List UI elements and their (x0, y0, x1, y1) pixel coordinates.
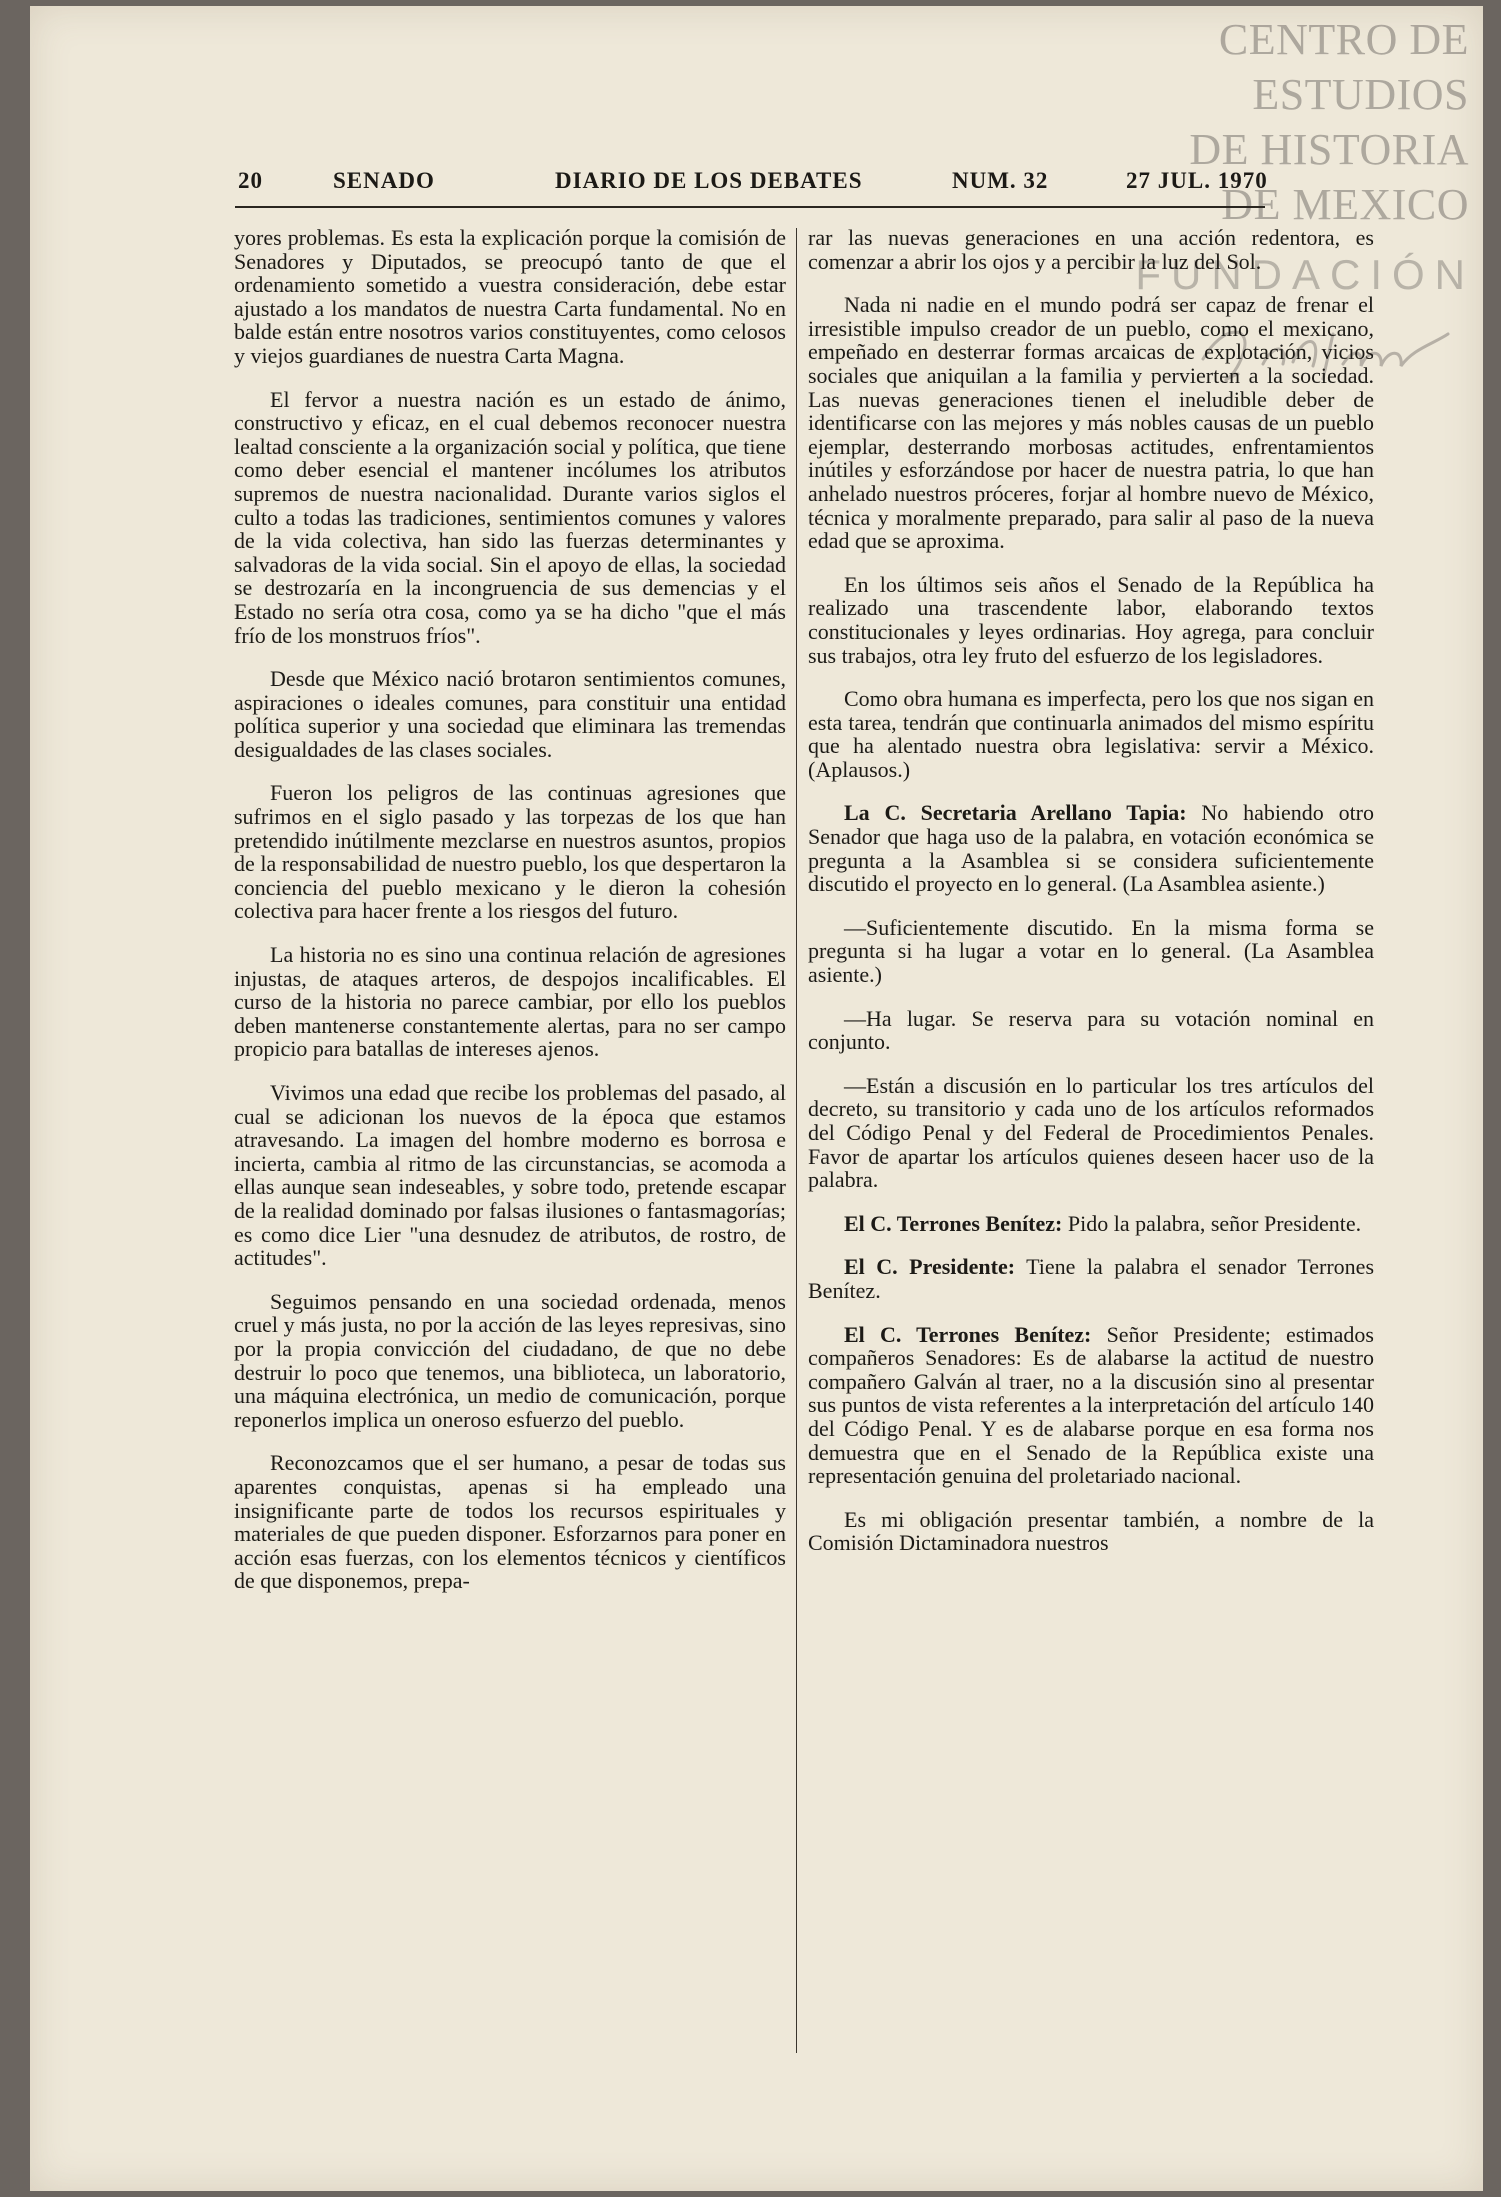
page-number: 20 (238, 168, 263, 193)
document-page (30, 6, 1483, 2191)
right-column (808, 226, 1374, 1575)
speaker-name: El C. Terrones Benítez: (844, 1321, 1092, 1347)
speaker-name: La C. Secretaria Arellano Tapia: (844, 800, 1187, 826)
paragraph: —Ha lugar. Se reserva para su votación nominal en conjunto. (808, 1005, 1374, 1055)
paragraph: El fervor a nuestra nación es un estado de ánimo, constructivo y eficaz, en el cual debemos reconocer nuestra lealtad consciente a la organización social y política, que tiene como deber esencial el mantener incólumes los atributos supremos de nuestra nacionalidad. Durante varios siglos el culto a todas las tradiciones, sentimientos comunes y valores de la vida colectiva, han sido las fuerzas determinantes y salvadoras de la vida social. Sin el apoyo de ellas, la sociedad se destrozaría en la incongruencia de sus demencias y el Estado no sería otra cosa, como ya se ha dicho "que el más frío de los monstruos fríos". (234, 386, 786, 648)
speech-text: Tiene la palabra el senador Terrones Benítez. (808, 1254, 1375, 1303)
chamber-name: SENADO (333, 168, 435, 193)
watermark-line: DE MEXICO (1221, 180, 1469, 229)
paragraph: La historia no es sino una continua relación de agresiones injustas, de ataques arteros, de despojos incalificables. El curso de la historia no parece cambiar, por ello los pueblos deben mantenerse constantemente alertas, para no ser campo propicio para batallas de intereses ajenos. (234, 942, 786, 1062)
speaker-paragraph (808, 1323, 1374, 1488)
publication-title: DIARIO DE LOS DEBATES (555, 168, 863, 193)
paragraph: En los últimos seis años el Senado de la República ha realizado una trascendente labor, elaborando textos constitucionales y leyes ordinarias. Hoy agrega, para concluir sus trabajos, otra ley fruto del esfuerzo de los legisladores. (808, 571, 1374, 668)
watermark-line: ESTUDIOS (1252, 70, 1469, 119)
paragraph: rar las nuevas generaciones en una acción redentora, es comenzar a abrir los ojos y a percibir la luz del Sol. (808, 225, 1374, 274)
speaker-paragraph (808, 801, 1374, 895)
speaker-name: El C. Terrones Benítez: (844, 1210, 1063, 1236)
paragraph: Es mi obligación presentar también, a nombre de la Comisión Dictaminadora nuestros (808, 1506, 1374, 1556)
speaker-name: El C. Presidente: (844, 1254, 1016, 1280)
paragraph: Vivimos una edad que recibe los problemas del pasado, al cual se adicionan los nuevos de la época que estamos atravesando. La imagen del hombre moderno es borrosa e incierta, cambia al ritmo de las circunstancias, se acomoda a ellas aunque sean indeseables, y sobre todo, pretende escapar de la realidad dominado por falsas ilusiones o fantasmagorías; es como dice Lier "una desnudez de atributos, de rostro, de actitudes". (234, 1080, 786, 1271)
issue-number: NUM. 32 (952, 168, 1049, 193)
paragraph: Como obra humana es imperfecta, pero los que nos sigan en esta tarea, tendrán que continuarla animados del mismo espíritu que ha alentado nuestra obra legislativa: servir a México. (Aplausos.) (808, 686, 1374, 782)
speaker-paragraph (808, 1255, 1374, 1302)
header-divider (235, 206, 1265, 208)
column-divider (796, 228, 797, 2053)
left-column (234, 226, 786, 1613)
watermark-line: CENTRO DE (1218, 15, 1469, 64)
paragraph: Nada ni nadie en el mundo podrá ser capaz de frenar el irresistible impulso creador de un pueblo, como el mexicano, empeñado en desterrar formas arcaicas de explotación, vicios sociales que aniquilan a la familia y pervierten a la sociedad. Las nuevas generaciones tienen el ineludible deber de identificarse con las mejores y más nobles causas de un pueblo ejemplar, desterrando morbosas actitudes, enfrentamientos inútiles y esforzándose por hacer de nuestra patria, lo que han anhelado nuestros próceres, forjar al hombre nuevo de México, técnica y moralmente preparado, para salir al paso de la nueva edad que se aproxima. (808, 292, 1374, 554)
paragraph: yores problemas. Es esta la explicación porque la comisión de Senadores y Diputados, se preocupó tanto de que el ordenamiento sometido a vuestra consideración, debe estar ajustado a los mandatos de nuestra Carta fundamental. No en balde están entre nosotros varios constituyentes, como celosos y viejos guardianes de nuestra Carta Magna. (234, 225, 786, 368)
paragraph: Fueron los peligros de las continuas agresiones que sufrimos en el siglo pasado y las torpezas de los que han pretendido inútilmente mezclarse en nuestros asuntos, propios de la responsabilidad de nuestro pueblo, los que despertaron la conciencia del pueblo mexicano y le dieron la cohesión colectiva para hacer frente a los riesgos del futuro. (234, 780, 786, 924)
paragraph: Reconozcamos que el ser humano, a pesar de todas sus aparentes conquistas, apenas si ha empleado una insignificante parte de todos los recursos espirituales y materiales de que pueden disponer. Esforzarnos para poner en acción esas fuerzas, con los elementos técnicos y científicos de que disponemos, prepa- (234, 1450, 786, 1594)
speaker-paragraph (808, 1212, 1374, 1236)
paragraph: —Están a discusión en lo particular los tres artículos del decreto, su transitorio y cada uno de los artículos reformados del Código Penal y del Federal de Procedimientos Penales. Favor de apartar los artículos quienes deseen hacer uso de la palabra. (808, 1072, 1374, 1193)
paragraph: —Suficientemente discutido. En la misma forma se pregunta si ha lugar a votar en lo general. (La Asamblea asiente.) (808, 914, 1374, 988)
paragraph: Desde que México nació brotaron sentimientos comunes, aspiraciones o ideales comunes, para constituir una entidad política superior y una sociedad que eliminara las tremendas desigualdades de las clases sociales. (234, 666, 786, 762)
page-header (238, 168, 1268, 202)
speech-text: Pido la palabra, señor Presidente. (1062, 1210, 1362, 1236)
watermark-line: DE HISTORIA (1189, 125, 1469, 174)
speech-text: Señor Presidente; estimados compañeros Senadores: Es de alabarse la actitud de nuestro compañero Galván al traer, no a la discusión sino al presentar sus puntos de vista referentes a la interpretación del artículo 140 del Código Penal. Y es de alabarse porque en esa forma nos demuestra que en el Senado de la República existe una representación genuina del proletariado nacional. (808, 1321, 1374, 1489)
speech-text: No habiendo otro Senador que haga uso de la palabra, en votación económica se pregunta a la Asamblea si se considera suficientemente discutido el proyecto en lo general. (La Asamblea asiente.) (808, 800, 1375, 897)
paragraph: Seguimos pensando en una sociedad ordenada, menos cruel y más justa, no por la acción de las leyes represivas, sino por la propia convicción del ciudadano, de que no debe destruir lo poco que tenemos, una biblioteca, un laboratorio, una máquina electrónica, un medio de comunicación, porque reponerlos implica un oneroso esfuerzo del pueblo. (234, 1288, 786, 1432)
issue-date: 27 JUL. 1970 (1126, 168, 1268, 193)
watermark-foundation: FUNDACIÓN (1135, 251, 1475, 298)
